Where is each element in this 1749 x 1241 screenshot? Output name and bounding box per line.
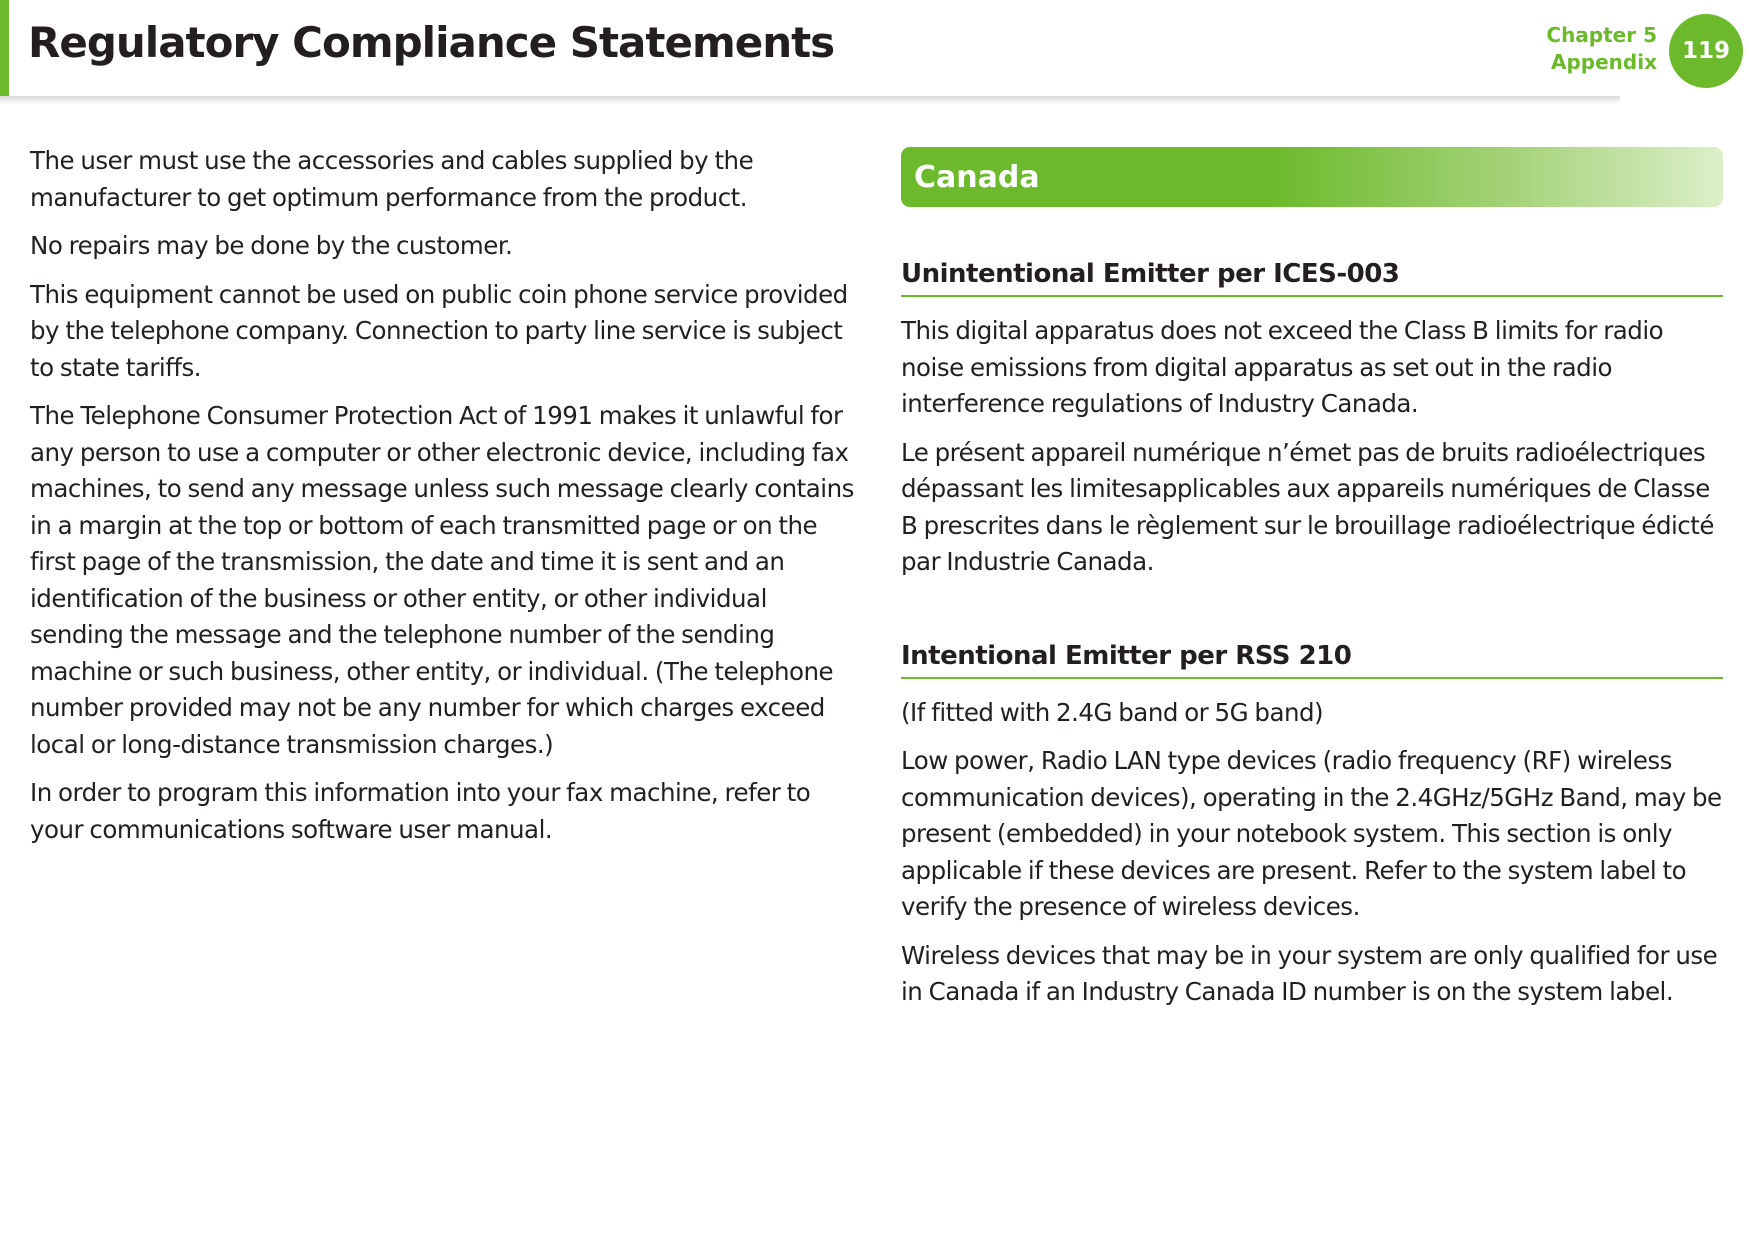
paragraph: This digital apparatus does not exceed the Class B limits for radio noise emissions from digital apparatus as set out in the radio interference regulations of Industry Canada. [901,316,1664,418]
paragraph: In order to program this information into your fax machine, refer to your communications software user manual. [30,778,811,844]
section-banner-canada [901,147,1723,207]
paragraph: The user must use the accessories and cables supplied by the manufacturer to get optimum performance from the product. [30,146,754,212]
left-column [30,143,860,860]
paragraph: This equipment cannot be used on public coin phone service provided by the telephone company. Connection to party line service is subject to state tariffs. [30,279,848,382]
paragraph: The Telephone Consumer Protection Act of 1991 makes it unlawful for any person to use a computer or other electronic device, including fax machines, to send any message unless such message clearly contains in a margin at the top or bottom of each transmitted page or on the first page of the transmission, the date and time it is sent and an identification of the business or other entity, or other individual sending the message and the telephone number of the sending machine or such business, other entity, or individual. (The telephone number provided may not be any number for which charges exceed local or long-distance transmission charges.) [30,401,854,759]
chapter-number: Chapter 5 [1546,23,1657,47]
title-underline [0,96,1620,104]
paragraph: No repairs may be done by the customer. [30,231,513,260]
page-title: Regulatory Compliance Statements [28,18,835,67]
page-number-badge: 119 [1669,14,1743,88]
section-spacer [901,593,1723,641]
chapter-section: Appendix [1551,50,1657,74]
section-banner-label: Canada [914,159,1040,195]
paragraph: Low power, Radio LAN type devices (radio frequency (RF) wireless communication devices), operating in the 2.4GHz/5GHz Band, may be present (embedded) in your notebook system. This section is only applicable if these devices are present. Refer to the system label to verify the presence of wireless devices. [901,746,1722,921]
paragraph: Le présent appareil numérique n’émet pas de bruits radioélectriques dépassant les limitesapplicables aux appareils numériques de Classe B prescrites dans le règlement sur le brouillage radioélectrique édicté par Industrie Canada. [901,437,1714,576]
paragraph: Wireless devices that may be in your system are only qualified for use in Canada if an Industry Canada ID number is on the system label. [901,940,1718,1006]
subheading-ices-003: Unintentional Emitter per ICES-003 [901,259,1723,297]
paragraph: (If fitted with 2.4G band or 5G band) [901,697,1324,727]
chapter-label [1546,22,1657,76]
subheading-rss-210: Intentional Emitter per RSS 210 [901,641,1723,679]
title-accent-bar [0,0,9,96]
right-column [901,147,1723,1023]
